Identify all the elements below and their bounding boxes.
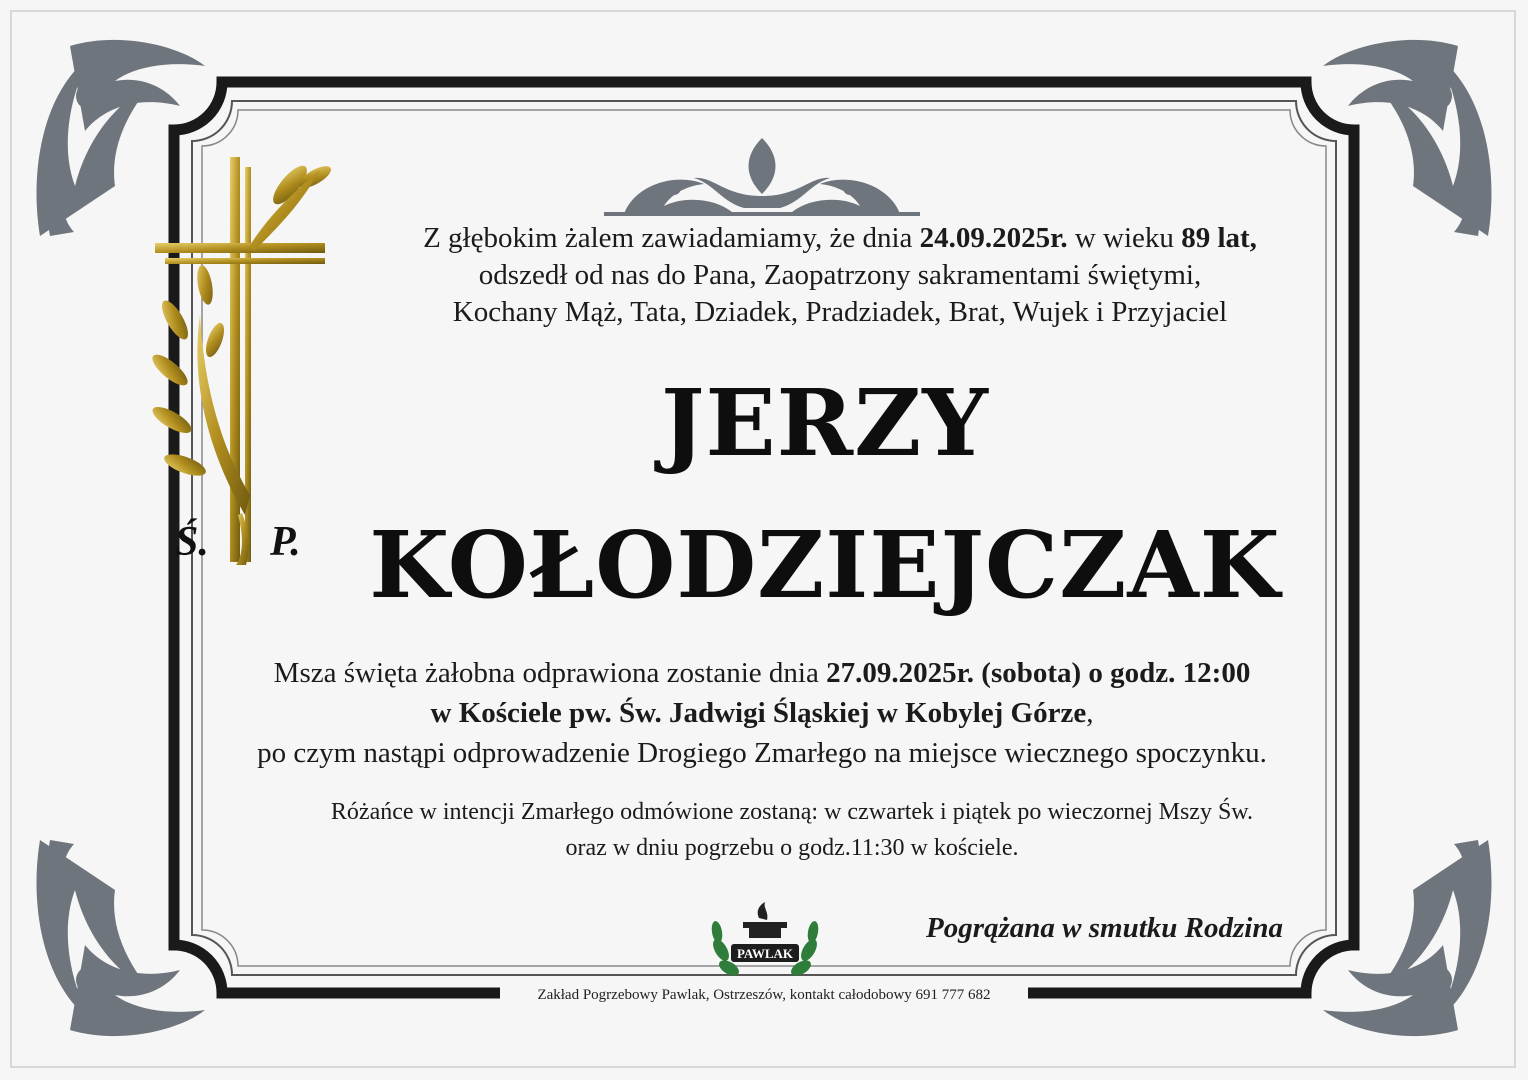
announcement-line-3: Kochany Mąż, Tata, Dziadek, Pradziadek, Brat, Wujek i Przyjaciel — [452, 296, 1228, 328]
mass-line-2-end: , — [1086, 697, 1094, 729]
mass-details — [150, 653, 1374, 773]
announcement-line-1-start: Z głębokim żalem zawiadamiamy, że dnia — [423, 222, 920, 254]
announcement-text — [330, 220, 1350, 331]
ornament-top-center-icon — [604, 136, 920, 218]
cross-initial-left: Ś. — [175, 519, 209, 565]
ornament-top-right-icon — [1318, 36, 1498, 246]
age: 89 lat, — [1181, 222, 1257, 254]
cross-initial-right: P. — [270, 519, 301, 565]
mass-date-time: 27.09.2025r. (sobota) o godz. 12:00 — [826, 657, 1251, 689]
rosary-line-2: oraz w dniu pogrzebu o godz.11:30 w kościele. — [565, 835, 1019, 861]
mass-line-3: po czym nastąpi odprowadzenie Drogiego Zmarłego na miejsce wiecznego spoczynku. — [257, 737, 1267, 769]
mass-line-2 — [150, 693, 1374, 733]
rosary-details — [180, 794, 1404, 866]
deceased-first-name: JERZY — [661, 369, 989, 477]
announcement-line-1 — [330, 220, 1350, 257]
family-signature: Pogrążana w smutku Rodzina — [926, 912, 1283, 944]
announcement-line-2: odszedł od nas do Pana, Zaopatrzony sakramentami świętymi, — [478, 259, 1202, 291]
mass-line-1-start: Msza święta żałobna odprawiona zostanie dnia — [273, 657, 827, 689]
cross-icon — [150, 155, 335, 570]
funeral-home-footer: Zakład Pogrzebowy Pawlak, Ostrzeszów, kontakt całodobowy 691 777 682 — [500, 983, 1028, 1007]
mass-line-1 — [150, 653, 1374, 693]
deceased-last-name: KOŁODZIEJCZAK — [369, 511, 1281, 619]
announcement-line-1-mid: w wieku — [1067, 222, 1182, 254]
mass-location: w Kościele pw. Św. Jadwigi Śląskiej w Kobylej Górze — [430, 697, 1087, 729]
logo-text: PAWLAK — [736, 946, 794, 961]
rosary-line-1: Różańce w intencji Zmarłego odmówione zostaną: w czwartek i piątek po wieczornej Mszy Św. — [330, 799, 1254, 825]
funeral-home-logo — [703, 900, 827, 984]
date-of-death: 24.09.2025r. — [919, 222, 1068, 254]
